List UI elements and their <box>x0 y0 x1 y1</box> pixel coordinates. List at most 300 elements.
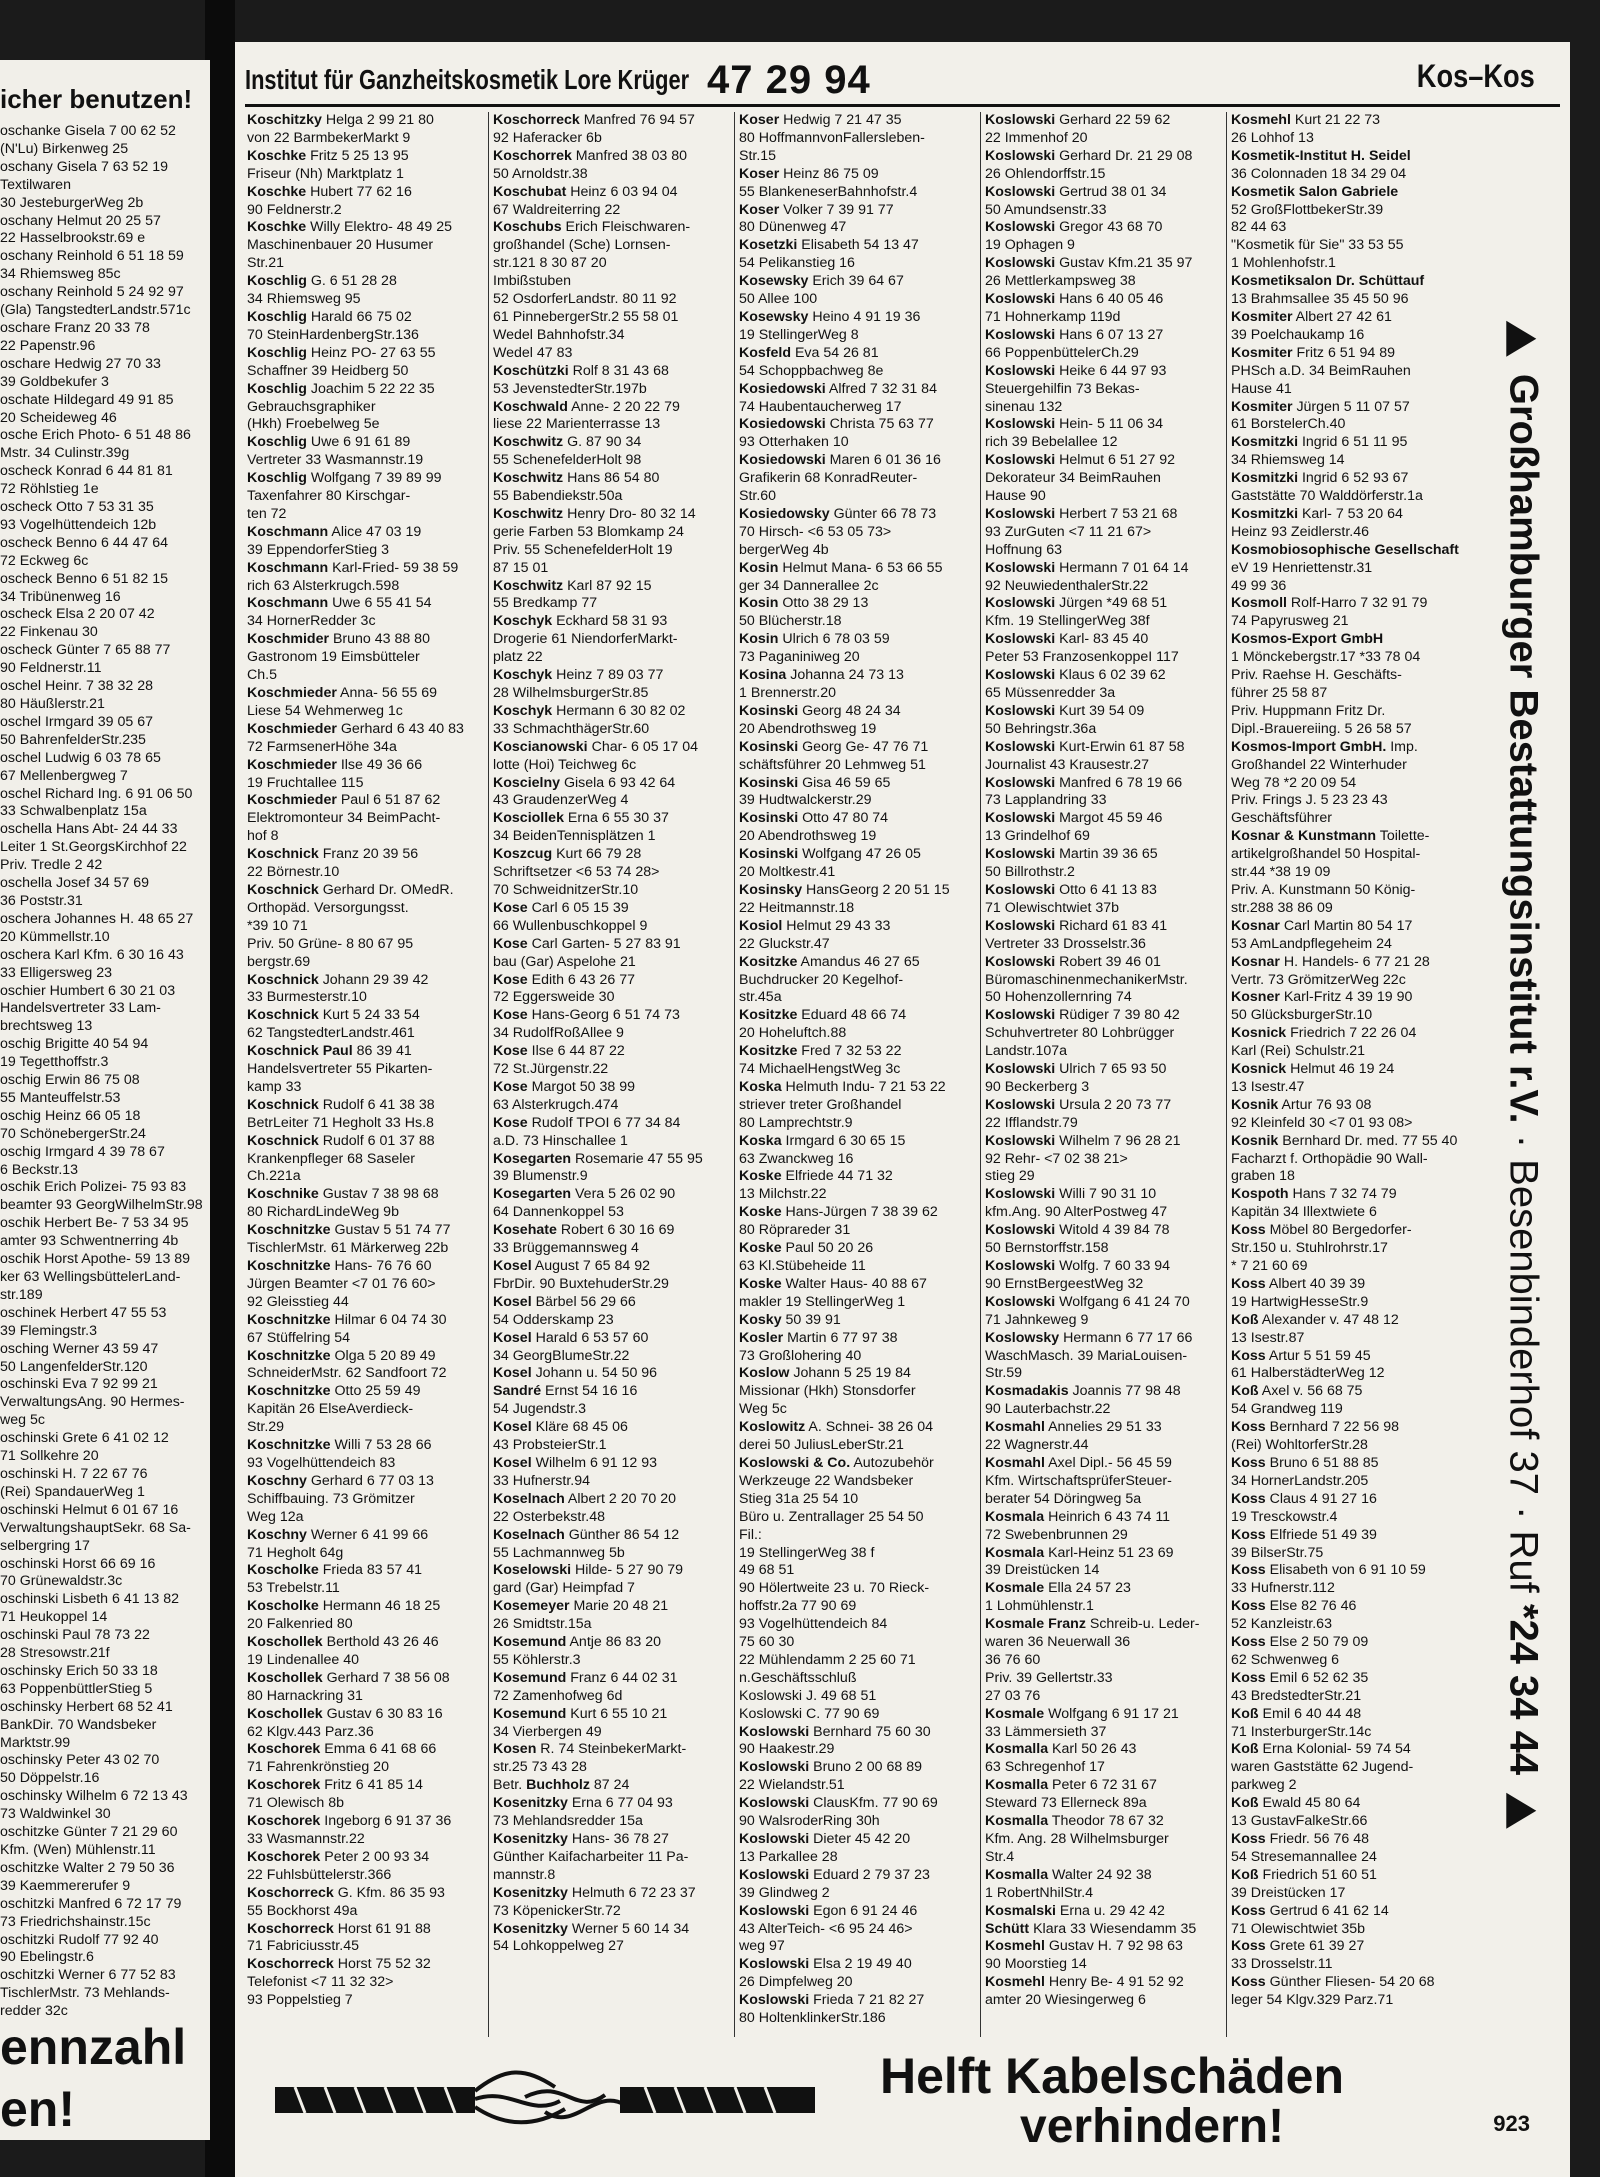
triangle-logo-icon <box>1506 321 1536 357</box>
directory-entry: Koschorek Fritz 6 41 85 14 <box>247 1777 423 1794</box>
directory-entry: Koschwitz Hans 86 54 80 <box>493 470 660 487</box>
directory-entry: Vertreter 33 Wasmannstr.19 <box>247 452 424 469</box>
vertical-ad-text <box>1500 315 1545 1835</box>
directory-entry: 93 ZurGuten <7 11 21 67> <box>985 523 1152 540</box>
directory-entry: 34 BeidenTennisplätzen 1 <box>493 828 656 845</box>
directory-entry: Kosel Bärbel 56 29 66 <box>493 1293 636 1310</box>
directory-entry: platz 22 <box>493 649 543 666</box>
vertical-funeral-ad <box>1475 112 1570 2037</box>
directory-entry: 26 Ohlendorffstr.15 <box>985 165 1106 182</box>
directory-entry: derei 50 JuliusLeberStr.21 <box>739 1437 904 1454</box>
directory-entry: Gastronom 19 Eimsbütteler <box>247 649 420 666</box>
directory-entry: 13 Isestr.87 <box>1231 1329 1305 1346</box>
directory-entry: Kfm. Ang. 28 Wilhelmsburger <box>985 1831 1169 1847</box>
directory-entry: 80 HoltenklinkerStr.186 <box>739 2010 886 2027</box>
directory-entry: Koslowski Elsa 2 19 49 40 <box>739 1956 912 1973</box>
directory-entry: 22 Wagnerstr.44 <box>985 1437 1089 1454</box>
directory-entry: 34 Rhiemsweg 95 <box>247 291 361 308</box>
left-entry: osching Werner 43 59 47 <box>0 1340 159 1357</box>
directory-entry: 80 Harnackring 31 <box>247 1687 363 1704</box>
directory-entry: 54 Stresemannallee 24 <box>1231 1848 1377 1865</box>
directory-entry: Koß Alexander v. 47 48 12 <box>1231 1311 1399 1328</box>
directory-entry: Koschnitzke Hans- 76 76 60 <box>247 1258 432 1274</box>
ad-headline: Helft Kabelschäden <box>880 2048 1345 2104</box>
left-entry: 34 Tribünenweg 16 <box>0 588 121 605</box>
directory-entry: Weg 5c <box>739 1401 787 1418</box>
directory-entry: Kosin Helmut Mana- 6 53 66 55 <box>739 559 943 576</box>
directory-entry: Koslowski Willi 7 90 31 10 <box>985 1186 1157 1203</box>
directory-entry: Koschollek Gerhard 7 38 56 08 <box>247 1669 450 1686</box>
directory-entry: 63 Zwanckweg 16 <box>739 1150 854 1167</box>
left-entry: oschier Humbert 6 30 21 03 <box>0 982 176 999</box>
directory-entry: Kosenitzky Hans- 36 78 27 <box>493 1831 669 1847</box>
directory-entry: (Rei) WohltorferStr.28 <box>1231 1437 1368 1454</box>
directory-entry: 39 Hudtwalckerstr.29 <box>739 792 872 809</box>
left-entry: selbergring 17 <box>0 1537 90 1554</box>
directory-entry: Koslowski Hein- 5 11 06 34 <box>985 416 1163 433</box>
left-entry: redder 32c <box>0 2003 68 2020</box>
directory-entry: Koss Bruno 6 51 88 85 <box>1231 1454 1379 1471</box>
directory-entry: kfm.Ang. 90 AlterPostweg 47 <box>985 1204 1168 1221</box>
directory-entry: Koslowski Gerhard Dr. 21 29 08 <box>985 147 1193 164</box>
directory-entry: Kosinski Wolfgang 47 26 05 <box>739 846 921 863</box>
directory-entry: 43 ProbsteierStr.1 <box>493 1437 607 1454</box>
left-entry: oscheck Elsa 2 20 07 42 <box>0 606 155 623</box>
directory-entry: Wedel 47 83 <box>493 344 573 361</box>
directory-entry: Koschlig Joachim 5 22 22 35 <box>247 380 435 397</box>
directory-entry: Kosen R. 74 SteinbekerMarkt- <box>493 1741 687 1758</box>
directory-entry: 87 15 01 <box>493 559 549 576</box>
directory-entry: Krankenpfleger 68 Saseler <box>247 1150 415 1167</box>
directory-entry: gard (Gar) Heimpfad 7 <box>493 1580 635 1597</box>
directory-entry: Koslowski Hans 6 07 13 27 <box>985 326 1164 343</box>
left-entry: oschany Reinhold 5 24 92 97 <box>0 284 184 301</box>
directory-entry: Str.29 <box>247 1419 285 1436</box>
directory-entry: Koslowski Witold 4 39 84 78 <box>985 1222 1170 1239</box>
directory-entry: 80 Röprareder 31 <box>739 1222 851 1239</box>
directory-entry: Taxenfahrer 80 Kirschgar- <box>247 488 411 505</box>
directory-entry: Weg 12a <box>247 1508 304 1525</box>
left-entry: VerwaltungsAng. 90 Hermes- <box>0 1394 185 1411</box>
directory-entry: Koß Friedrich 51 60 51 <box>1231 1866 1377 1883</box>
directory-entry: 50 Bernstorffstr.158 <box>985 1240 1109 1257</box>
directory-entry: 13 Grindelhof 69 <box>985 828 1090 845</box>
left-page-fragment <box>0 60 210 2140</box>
directory-entry: Koschwitz Henry Dro- 80 32 14 <box>493 505 696 522</box>
directory-entry: 72 Swebenbrunnen 29 <box>985 1526 1128 1543</box>
directory-entry: Kosinski Georg 48 24 34 <box>739 702 901 719</box>
directory-entry: Koschny Gerhard 6 77 03 13 <box>247 1472 434 1489</box>
directory-entry: Koske Elfriede 44 71 32 <box>739 1168 893 1185</box>
directory-entry: Koslowski Jürgen *49 68 51 <box>985 595 1168 612</box>
directory-entry: gerie Farben 53 Blomkamp 24 <box>493 523 684 540</box>
left-entry: oschitzki Rudolf 77 92 40 <box>0 1931 159 1948</box>
directory-entry: 13 GustavFalkeStr.66 <box>1231 1813 1368 1830</box>
directory-entry: 43 BredstedterStr.21 <box>1231 1687 1362 1704</box>
left-entry: 28 Stresowstr.21f <box>0 1645 110 1662</box>
directory-entry: Kosmahl Annelies 29 51 33 <box>985 1419 1162 1436</box>
directory-entry: Kosetzki Elisabeth 54 13 47 <box>739 237 919 254</box>
directory-entry: Koschitzky Helga 2 99 21 80 <box>247 112 434 128</box>
directory-entry: Koschorek Ingeborg 6 91 37 36 <box>247 1813 452 1830</box>
header-institute: Institut für Ganzheitskosmetik Lore Krüger <box>245 64 690 95</box>
directory-entry: Kosnick Friedrich 7 22 26 04 <box>1231 1025 1417 1042</box>
left-entry: (Rei) SpandauerWeg 1 <box>0 1483 145 1500</box>
directory-entry: 36 76 60 <box>985 1651 1041 1668</box>
directory-entry: Kosiedowsky Günter 66 78 73 <box>739 505 937 522</box>
directory-entry: Koslowski Hermann 7 01 64 14 <box>985 559 1189 576</box>
directory-entry: Stieg 31a 25 54 10 <box>739 1490 859 1507</box>
left-entry: Handelsvertreter 33 Lam- <box>0 1000 161 1017</box>
directory-entry: Maschinenbauer 20 Husumer <box>247 237 434 254</box>
directory-entry: 54 Grandweg 119 <box>1231 1401 1343 1418</box>
left-entry: 93 Vogelhüttendeich 12b <box>0 516 157 533</box>
directory-entry: 90 WalsroderRing 30h <box>739 1813 880 1830</box>
directory-entry: Kosmehl Kurt 21 22 73 <box>1231 112 1381 128</box>
directory-entry: lotte (Hoi) Teichweg 6c <box>493 756 637 773</box>
directory-entry: Kose Carl Garten- 5 27 83 91 <box>493 935 681 952</box>
directory-entry: Werkzeuge 22 Wandsbeker <box>739 1472 914 1489</box>
directory-entry: 39 BilserStr.75 <box>1231 1544 1324 1561</box>
directory-entry: Koschmieder Gerhard 6 43 40 83 <box>247 720 464 737</box>
directory-entry: 93 Vogelhüttendeich 84 <box>739 1616 888 1633</box>
directory-entry: Hause 41 <box>1231 380 1292 397</box>
directory-entry: WaschMasch. 39 MariaLouisen- <box>985 1347 1188 1364</box>
directory-entry: 54 Pelikanstieg 16 <box>739 255 855 272</box>
vertical-ad-name: Großhamburger Bestattungsinstitut r.V. <box>1501 373 1545 1124</box>
directory-entry: Koss Elisabeth von 6 91 10 59 <box>1231 1562 1426 1579</box>
directory-entry: Koslowski J. 49 68 51 <box>739 1687 877 1704</box>
directory-entry: 73 Großlohering 40 <box>739 1347 862 1364</box>
directory-entry: stieg 29 <box>985 1168 1035 1185</box>
directory-entry: 72 FarmsenerHöhe 34a <box>247 738 397 755</box>
left-entry: oschig Heinz 66 05 18 <box>0 1107 141 1124</box>
directory-entry: 34 HornerRedder 3c <box>247 613 376 630</box>
directory-entry: Kosmala Karl-Heinz 51 23 69 <box>985 1544 1174 1561</box>
directory-entry: bergstr.69 <box>247 953 311 970</box>
directory-entry: 71 Olewischtwiet 35b <box>1231 1920 1366 1937</box>
directory-entry: 20 Hoheluftch.88 <box>739 1025 847 1042</box>
directory-entry: Koschny Werner 6 41 99 66 <box>247 1526 429 1543</box>
directory-entry: PHSch a.D. 34 BeimRauhen <box>1231 362 1411 379</box>
directory-entry: Kosky 50 39 91 <box>739 1311 841 1328</box>
left-entry: amter 93 Schwentnerring 4b <box>0 1233 179 1250</box>
directory-entry: Schaffner 39 Heidberg 50 <box>247 362 409 379</box>
directory-entry: 50 Hohenzollernring 74 <box>985 989 1132 1006</box>
directory-entry: "Kosmetik für Sie" 33 53 55 <box>1231 237 1404 254</box>
left-entry: 19 Tegetthoffstr.3 <box>0 1054 109 1071</box>
directory-entry: Ch.221a <box>247 1168 301 1185</box>
left-entry: oschig Erwin 86 75 08 <box>0 1072 140 1089</box>
directory-entry: 80 Lamprechtstr.9 <box>739 1114 853 1131</box>
directory-entry: bergerWeg 4b <box>739 541 829 558</box>
directory-entry: Kosiedowski Maren 6 01 36 16 <box>739 452 941 469</box>
directory-entry: Koss Bernhard 7 22 56 98 <box>1231 1419 1400 1436</box>
directory-entry: ger 34 Dannerallee 2c <box>739 577 879 594</box>
directory-entry: Vertreter 33 Drosselstr.36 <box>985 935 1146 952</box>
directory-entry: hoffstr.2a 77 90 69 <box>739 1598 857 1615</box>
left-entry: Marktstr.99 <box>0 1734 71 1751</box>
directory-entry: 67 Stüffelring 54 <box>247 1329 351 1346</box>
directory-entry: Schuhvertreter 80 Lohbrügger <box>985 1025 1175 1042</box>
directory-entry: graben 18 <box>1231 1168 1295 1185</box>
left-entry: 39 Kaemmererufer 9 <box>0 1877 131 1894</box>
left-entry: (N'Lu) Birkenweg 25 <box>0 140 129 157</box>
left-entry: oschitzki Manfred 6 72 17 79 <box>0 1895 182 1912</box>
directory-entry: 54 Odderskamp 23 <box>493 1311 614 1328</box>
directory-entry: Kosemund Franz 6 44 02 31 <box>493 1669 678 1686</box>
directory-entry: Vertr. 73 GrömitzerWeg 22c <box>1231 971 1406 988</box>
left-entry: 22 Finkenau 30 <box>0 624 98 641</box>
directory-entry: Koschnick Rudolf 6 41 38 38 <box>247 1096 435 1113</box>
directory-entry: Str.59 <box>985 1365 1023 1382</box>
directory-entry: 22 Börnestr.10 <box>247 864 340 881</box>
left-entry: oschella Hans Abt- 24 44 33 <box>0 821 178 838</box>
left-entry: 33 Schwalbenplatz 15a <box>0 803 147 820</box>
left-entry: oschany Gisela 7 63 52 19 <box>0 158 168 175</box>
left-entry: Mstr. 34 Culinstr.39g <box>0 445 130 462</box>
directory-entry: Heinz 93 Zeidlerstr.46 <box>1231 523 1370 540</box>
directory-entry: BetrLeiter 71 Hegholt 33 Hs.8 <box>247 1114 434 1131</box>
directory-entry: Koschorreck Manfred 76 94 57 <box>493 112 695 128</box>
directory-entry: 80 RichardLindeWeg 9b <box>247 1204 399 1221</box>
directory-entry: 93 Poppelstieg 7 <box>247 1992 353 2009</box>
directory-entry: 28 WilhelmsburgerStr.85 <box>493 685 649 701</box>
directory-entry: 20 Moltkestr.41 <box>739 864 836 881</box>
directory-entry: Koss Elfriede 51 49 39 <box>1231 1526 1377 1543</box>
left-entry: oschinski H. 7 22 67 76 <box>0 1465 148 1482</box>
directory-entry: Koslowski Gerhard 22 59 62 <box>985 112 1171 128</box>
directory-entry: Kosegarten Vera 5 26 02 90 <box>493 1186 676 1203</box>
directory-entry: 26 Dimpfelweg 20 <box>739 1974 853 1991</box>
directory-entry: Priv. Raehse H. Geschäfts- <box>1231 667 1402 684</box>
directory-entry: 22 Ifflandstr.79 <box>985 1114 1078 1131</box>
directory-entry: 22 Fuhlsbüttelerstr.366 <box>247 1866 392 1883</box>
directory-entry: Koselnach Günther 86 54 12 <box>493 1526 680 1543</box>
directory-entry: Dekorateur 34 BeimRauhen <box>985 470 1161 487</box>
directory-entry: Koss Else 82 76 46 <box>1231 1598 1357 1615</box>
directory-entry: Koschnick Rudolf 6 01 37 88 <box>247 1132 435 1149</box>
directory-entry: Betr. Buchholz 87 24 <box>493 1777 630 1794</box>
directory-entry: 33 Hufnerstr.112 <box>1231 1580 1335 1597</box>
directory-entry: Koslowski Rüdiger 7 39 80 42 <box>985 1007 1180 1024</box>
directory-entry: Koss Grete 61 39 27 <box>1231 1938 1365 1955</box>
directory-entry: Koska Irmgard 6 30 65 15 <box>739 1132 906 1149</box>
directory-entry: 22 Wielandstr.51 <box>739 1777 845 1794</box>
directory-entry: 73 Mehlandsredder 15a <box>493 1813 643 1830</box>
left-entry: 70 SchönebergerStr.24 <box>0 1125 146 1142</box>
left-entry: 90 Ebelingstr.6 <box>0 1949 94 1966</box>
directory-entry: makler 19 StellingerWeg 1 <box>739 1293 906 1310</box>
directory-entry: Koss Claus 4 91 27 16 <box>1231 1490 1377 1507</box>
left-entry: 67 Mellenbergweg 7 <box>0 767 128 784</box>
directory-entry: Kosel Harald 6 53 57 60 <box>493 1329 649 1346</box>
directory-entry: 55 Babendiekstr.50a <box>493 488 623 505</box>
directory-entry: Koschubs Erich Fleischwaren- <box>493 219 691 236</box>
directory-entry: Großhandel 22 Winterhuder <box>1231 756 1407 773</box>
directory-entry: bau (Gar) Aspelohe 21 <box>493 953 636 970</box>
directory-entry: Kosmalla Theodor 78 67 32 <box>985 1813 1164 1830</box>
directory-entry: 53 Trebelstr.11 <box>247 1580 340 1597</box>
directory-entry: 43 AlterTeich- <6 95 24 46> <box>739 1920 913 1937</box>
directory-entry: Str.150 u. Stuhlrohrstr.17 <box>1231 1240 1388 1257</box>
directory-entry: 20 Abendrothsweg 19 <box>739 720 877 737</box>
directory-entry: Koschmieder Anna- 56 55 69 <box>247 685 438 701</box>
directory-entry: 74 MichaelHengstWeg 3c <box>739 1061 901 1078</box>
directory-entry: Koscholke Frieda 83 57 41 <box>247 1562 423 1579</box>
left-entry: oschitzke Günter 7 21 29 60 <box>0 1824 178 1841</box>
directory-entry: 50 Arnoldstr.38 <box>493 165 588 182</box>
directory-entry: Koslowski Gustav Kfm.21 35 97 <box>985 255 1193 272</box>
directory-entry: Gaststätte 70 Walddörferstr.1a <box>1231 488 1423 505</box>
left-entry: oschare Hedwig 27 70 33 <box>0 355 161 372</box>
directory-entry: Kosel August 7 65 84 92 <box>493 1258 650 1274</box>
left-entry: 72 Eckweg 6c <box>0 552 89 569</box>
left-entry: oschitzki Werner 6 77 52 83 <box>0 1967 176 1984</box>
left-entry: 90 Feldnerstr.11 <box>0 660 102 677</box>
directory-entry: 19 Fruchtallee 115 <box>247 774 364 791</box>
directory-entry: Kosler Martin 6 77 97 38 <box>739 1329 898 1346</box>
directory-entry: Str.21 <box>247 255 285 272</box>
directory-entry: Kosnick Helmut 46 19 24 <box>1231 1061 1395 1078</box>
directory-entry: 62 Klgv.443 Parz.36 <box>247 1723 374 1740</box>
directory-entry: 50 Allee 100 <box>739 291 818 308</box>
directory-entry: Kosmahl Axel Dipl.- 56 45 59 <box>985 1454 1172 1471</box>
directory-entry: Kosmiter Jürgen 5 11 07 57 <box>1231 398 1410 415</box>
directory-entry: sinenau 132 <box>985 398 1063 415</box>
directory-entry: Drogerie 61 NiendorferMarkt- <box>493 631 678 648</box>
directory-entry: Kosmale Franz Schreib-u. Leder- <box>985 1616 1200 1633</box>
directory-entry: Koser Heinz 86 75 09 <box>739 165 879 182</box>
directory-entry: Jürgen Beamter <7 01 76 60> <box>247 1275 436 1292</box>
directory-entry: Koslowski Manfred 6 78 19 66 <box>985 774 1183 791</box>
left-entry: Priv. Tredle 2 42 <box>0 857 103 874</box>
directory-entry: Kosnik Artur 76 93 08 <box>1231 1096 1372 1113</box>
directory-entry: 80 HoffmannvonFallersleben- <box>739 129 925 146</box>
directory-entry: Priv. A. Kunstmann 50 König- <box>1231 881 1416 898</box>
directory-entry: 19 HartwigHesseStr.9 <box>1231 1293 1369 1310</box>
directory-entry: Koslowski Kurt-Erwin 61 87 58 <box>985 738 1185 755</box>
directory-entry: 33 Wasmannstr.22 <box>247 1831 365 1847</box>
left-entry: weg 5c <box>0 1412 45 1429</box>
directory-entry: Kosegarten Rosemarie 47 55 95 <box>493 1150 703 1167</box>
left-entry: oschel Irmgard 39 05 67 <box>0 713 154 730</box>
left-entry: ker 63 WellingsbüttelerLand- <box>0 1269 181 1285</box>
directory-entry: artikelgroßhandel 50 Hospital- <box>1231 846 1421 863</box>
directory-entry: Kosmale Wolfgang 6 91 17 21 <box>985 1705 1179 1722</box>
directory-entry: Kosel Wilhelm 6 91 12 93 <box>493 1454 658 1471</box>
left-entry: oschinski Horst 66 69 16 <box>0 1555 156 1572</box>
directory-entry: führer 25 58 87 <box>1231 685 1328 701</box>
directory-entry: 19 StellingerWeg 38 f <box>739 1544 875 1561</box>
directory-entry: 1 Mönckebergstr.17 *33 78 04 <box>1231 649 1421 666</box>
directory-entry: Koske Hans-Jürgen 7 38 39 62 <box>739 1204 938 1221</box>
directory-entry: Liese 54 Wehmerweg 1c <box>247 702 403 719</box>
header-phone: 47 29 94 <box>707 58 871 102</box>
directory-entry: Elektromonteur 34 BeimPacht- <box>247 810 441 827</box>
directory-entry: 71 InsterburgerStr.14c <box>1231 1723 1372 1740</box>
directory-entry: 54 Schoppbachweg 8e <box>739 362 884 379</box>
directory-entry: 20 Abendrothsweg 19 <box>739 828 877 845</box>
directory-entry: 71 Olewischtwiet 37b <box>985 899 1120 916</box>
directory-entry: amter 20 Wiesingerweg 6 <box>985 1992 1146 2009</box>
directory-entry: Koschwitz Karl 87 92 15 <box>493 577 652 594</box>
directory-entry: Koslowsky Hermann 6 77 17 66 <box>985 1329 1193 1346</box>
directory-entry: Kose Edith 6 43 26 77 <box>493 971 635 988</box>
directory-entry: 71 Jahnkeweg 9 <box>985 1311 1089 1328</box>
directory-entry: Imbißstuben <box>493 273 572 290</box>
directory-entry: Koschnitzke Gustav 5 51 74 77 <box>247 1222 451 1239</box>
left-entry: oschate Hildegard 49 91 85 <box>0 391 174 408</box>
directory-entry: Günther Kaifacharbeiter 11 Pa- <box>493 1848 689 1865</box>
directory-entry: Koslowski Eduard 2 79 37 23 <box>739 1866 930 1883</box>
directory-entry: Kositzke Eduard 48 66 74 <box>739 1007 907 1024</box>
directory-entry: Dipl.-Brauereiing. 5 26 58 57 <box>1231 720 1412 737</box>
directory-entry: str.288 38 86 09 <box>1231 899 1333 916</box>
directory-entry: 39 Dreistücken 14 <box>985 1562 1100 1579</box>
directory-entry: Kosmala Heinrich 6 43 74 11 <box>985 1508 1171 1525</box>
directory-entry: Kosinski Georg Ge- 47 76 71 <box>739 738 929 755</box>
directory-entry: Kosemund Kurt 6 55 10 21 <box>493 1705 668 1722</box>
directory-entry: 71 Olewisch 8b <box>247 1795 344 1812</box>
directory-entry: Kositzke Fred 7 32 53 22 <box>739 1043 902 1060</box>
left-entry: 22 Papenstr.96 <box>0 337 96 354</box>
directory-entry: 26 Smidtstr.15a <box>493 1616 592 1633</box>
directory-entry: Wedel Bahnhofstr.34 <box>493 326 625 343</box>
directory-entry: Ch.5 <box>247 667 277 684</box>
directory-entry: Str.15 <box>739 147 777 164</box>
left-entry: oschel Heinr. 7 38 32 28 <box>0 678 154 695</box>
directory-entry: Kosmiter Albert 27 42 61 <box>1231 308 1392 325</box>
left-entry: oscheck Benno 6 51 82 15 <box>0 570 169 587</box>
directory-entry: Kapitän 34 Illextwiete 6 <box>1231 1204 1377 1221</box>
directory-entry: Kosemeyer Marie 20 48 21 <box>493 1598 669 1615</box>
left-entry: 50 BahrenfelderStr.235 <box>0 731 146 748</box>
directory-entry: Priv. Huppmann Fritz Dr. <box>1231 702 1386 719</box>
directory-entry: Koss Artur 5 51 59 45 <box>1231 1347 1371 1364</box>
directory-entry: 90 Hölertweite 23 u. 70 Rieck- <box>739 1580 930 1597</box>
directory-entry: Kose Margot 50 38 99 <box>493 1078 635 1095</box>
directory-entry: Koslowski Bernhard 75 60 30 <box>739 1723 931 1740</box>
directory-entry: Koslowski C. 77 90 69 <box>739 1705 880 1722</box>
directory-entry: 36 Colonnaden 18 34 29 04 <box>1231 165 1407 182</box>
directory-entry: 49 99 36 <box>1231 577 1287 594</box>
directory-entry: Koslowitz A. Schnei- 38 26 04 <box>739 1419 933 1436</box>
left-entry: oscheck Otto 7 53 31 35 <box>0 499 154 516</box>
directory-entry: Kosciollek Erna 6 55 30 37 <box>493 810 669 827</box>
left-entry: oschinek Herbert 47 55 53 <box>0 1304 167 1321</box>
left-entry: 50 LangenfelderStr.120 <box>0 1358 148 1375</box>
directory-entry: 33 SchmachthägerStr.60 <box>493 720 650 737</box>
directory-entry: str.25 73 43 28 <box>493 1759 587 1776</box>
directory-entry: 66 Wullenbuschkoppel 9 <box>493 917 648 934</box>
directory-entry: Kosnar & Kunstmann Toilette- <box>1231 828 1430 845</box>
directory-entry: 13 Milchstr.22 <box>739 1186 827 1203</box>
left-entry: 55 Manteuffelstr.53 <box>0 1089 121 1106</box>
directory-entry: leger 54 Klgv.329 Parz.71 <box>1231 1992 1394 2009</box>
left-entry: oschany Reinhold 6 51 18 59 <box>0 248 184 265</box>
directory-entry: Koslowski Karl- 83 45 40 <box>985 631 1149 648</box>
directory-entry: Kosmetiksalon Dr. Schüttauf <box>1231 273 1425 290</box>
directory-entry: 34 Vierbergen 49 <box>493 1723 602 1740</box>
left-entry: 72 Röhlstieg 1e <box>0 481 99 498</box>
directory-entry: 90 Lauterbachstr.22 <box>985 1401 1111 1418</box>
left-entry: oschik Horst Apothe- 59 13 89 <box>0 1251 191 1268</box>
directory-entry: 61 HalberstädterWeg 12 <box>1231 1365 1385 1382</box>
directory-entry: Kosmadakis Joannis 77 98 48 <box>985 1383 1181 1400</box>
directory-entry: *39 10 71 <box>247 917 308 934</box>
left-entry: 71 Sollkehre 20 <box>0 1448 99 1465</box>
